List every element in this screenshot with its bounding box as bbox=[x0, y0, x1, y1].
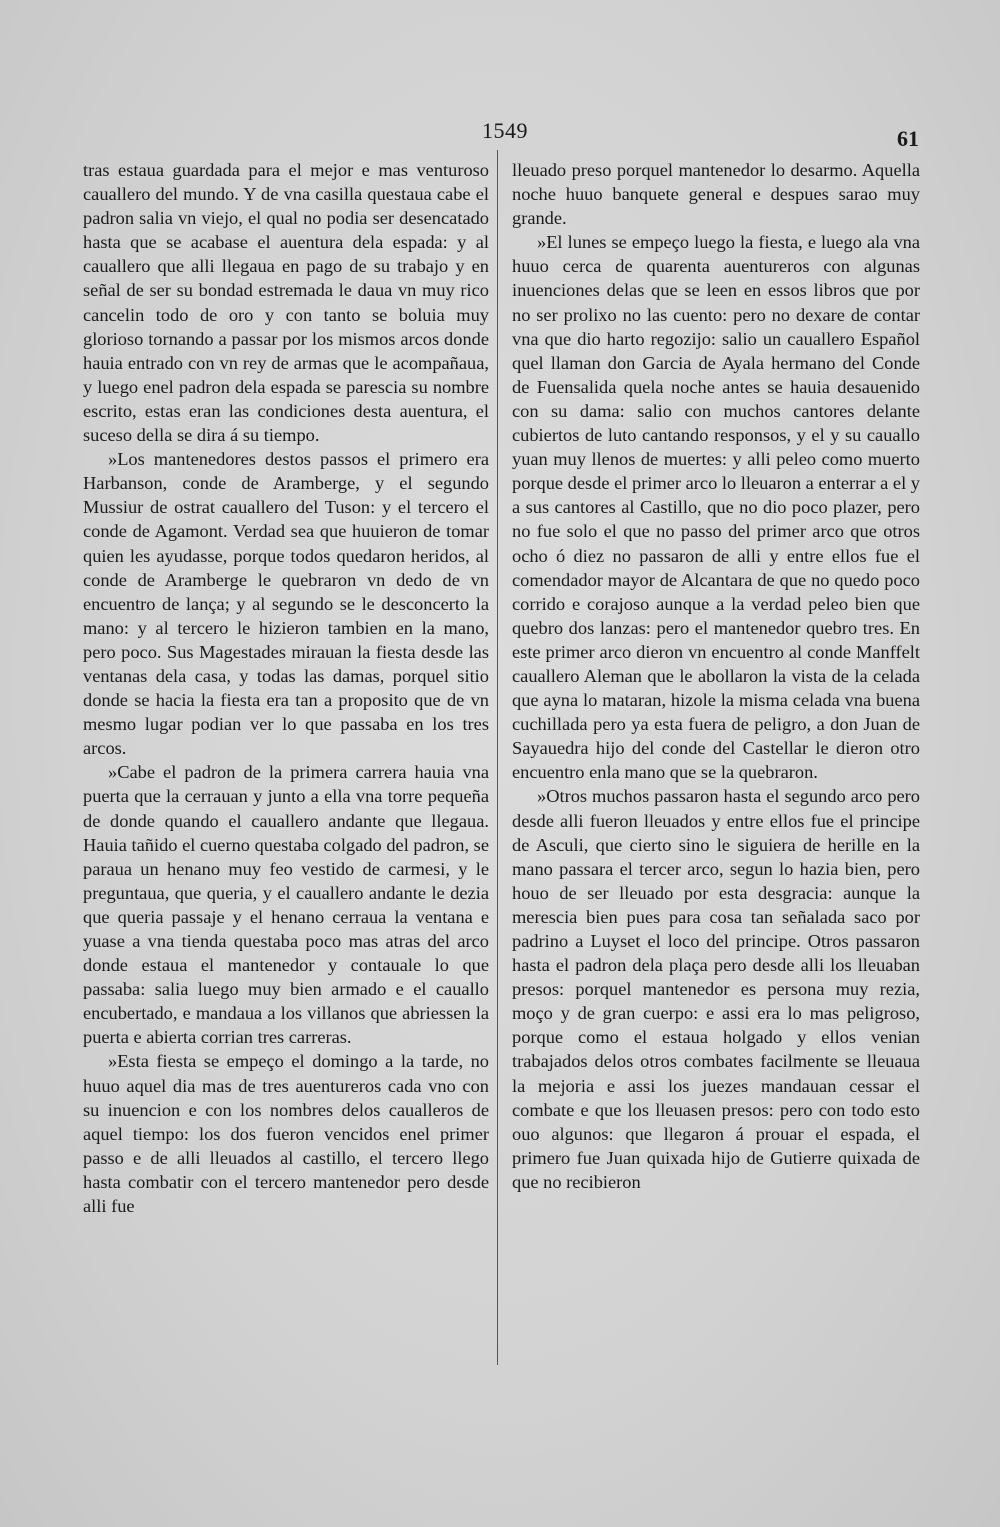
column-divider bbox=[497, 150, 498, 1365]
year-heading: 1549 bbox=[482, 118, 528, 143]
left-paragraph-1: tras estaua guardada para el mejor e mas venturoso cauallero del mundo. Y de vna casilla questaua cabe el padron salia vn viejo, el qual no podia ser desencatado hasta que se acabase el auentura dela espada: y al cauallero que alli llegaua en pago de su trabajo y en señal de ser su bondad estremada le daua vn muy rico cancelin todo de oro y con tanto se boluia muy glorioso tornando a passar por los mismos arcos donde hauia entrado con vn rey de armas que le acompañaua, y luego enel padron dela espada se parescia su nombre escrito, estas eran las condiciones desta auentura, el suceso della se dira á su tiempo. bbox=[83, 160, 489, 446]
right-paragraph-1: lleuado preso porquel mantenedor lo desarmo. Aquella noche huuo banquete general e despues sarao muy grande. bbox=[512, 160, 920, 229]
left-column bbox=[83, 158, 489, 1218]
running-head bbox=[0, 118, 1000, 154]
right-paragraph-3: »Otros muchos passaron hasta el segundo arco pero desde alli fueron lleuados y entre ellos fue el principe de Asculi, que cierto sino le siguiera de herille en la mano passara el tercer arco, segun lo hazia bien, pero houo de ser lleuado por esta desgracia: aunque la merescia bien pues para cosa tan señalada saco por padrino a Luyset el loco del principe. Otros passaron hasta el padron dela plaça pero desde alli los lleuaban presos: porquel mantenedor es persona muy rezia, moço y de gran cuerpo: e assi era lo mas peligroso, porque como el estaua holgado y ellos venian trabajados delos otros combates facilmente se lleuaua la mejoria e assi los juezes mandauan cessar el combate e que los lleuasen presos: pero con todo esto ouo algunos: que llegaron á prouar el espada, el primero fue Juan quixada hijo de Gutierre quixada de que no recibieron bbox=[512, 786, 920, 1192]
page-number: 61 bbox=[897, 126, 919, 151]
left-paragraph-3: »Cabe el padron de la primera carrera hauia vna puerta que la cerrauan y junto a ella vna torre pequeña de donde quando el cauallero andante que llegaua. Hauia tañido el cuerno questaba colgado del padron, se paraua un henano muy feo vestido de carmesi, y le preguntaua, que queria, y el cauallero andante le dezia que queria passaje y el henano cerraua la ventana e yuase a vna tienda questaba poco mas atras del arco donde estaua el mantenedor y contauale lo que passaba: salia luego muy bien armado e el cauallo encubertado, e mandaua a los villanos que abriessen la puerta e abierta corrian tres carreras. bbox=[83, 762, 489, 1048]
right-paragraph-2: »El lunes se empeço luego la fiesta, e luego ala vna huuo cerca de quarenta auentureros con algunas inuenciones delas que se leen en essos libros que por no ser prolixo no las cuento: pero no dexare de contar vna que dio harto regozijo: salio un cauallero Español quel llaman don Garcia de Ayala hermano del Conde de Fuensalida quela noche antes se hauia desauenido con su dama: salio con muchos cantores delante cubiertos de luto cantando responsos, y el y su cauallo yuan muy llenos de muertes: y alli peleo como muerto porque desde el primer arco lo lleuaron a enterrar a el y a sus cantores al Castillo, que no dio poco plazer, pero no fue solo el que no passo del primer arco que otros ocho ó diez no passaron de alli y entre ellos fue el comendador mayor de Alcantara de que no quedo poco corrido e corajoso aunque a la verdad peleo bien que quebro dos lanzas: pero el mantenedor quebro tres. En este primer arco dieron vn encuentro al conde Manffelt cauallero Aleman que le abollaron la vista de la celada que ayna lo mataran, hizole la misma celada vna buena cuchillada pero ya esta fuera de peligro, a don Juan de Sayauedra hijo del conde del Castellar le dieron otro encuentro enla mano que se la quebraron. bbox=[512, 232, 920, 783]
left-paragraph-4: »Esta fiesta se empeço el domingo a la tarde, no huuo aquel dia mas de tres auentureros cada vno con su inuencion e con los nombres delos caualleros de aquel tiempo: los dos fueron vencidos enel primer passo e de alli lleuados al castillo, el tercero llego hasta combatir con el tercero mantenedor pero desde alli fue bbox=[83, 1051, 489, 1217]
left-paragraph-2: »Los mantenedores destos passos el primero era Harbanson, conde de Aramberge, y el segundo Mussiur de ostrat cauallero del Tuson: y el tercero el conde de Agamont. Verdad sea que huuieron de tomar quien les ayudasse, porque todos quedaron heridos, al conde de Aramberge le quebraron vn dedo de vn encuentro de lança; y al segundo se le desconcerto la mano: y al tercero le hizieron tambien en la mano, pero poco. Sus Magestades mirauan la fiesta desde las ventanas dela casa, y todas las damas, porquel sitio donde se hacia la fiesta era tan a proposito que de vn mesmo lugar podian ver lo que passaba en los tres arcos. bbox=[83, 449, 489, 759]
right-column bbox=[512, 158, 920, 1194]
